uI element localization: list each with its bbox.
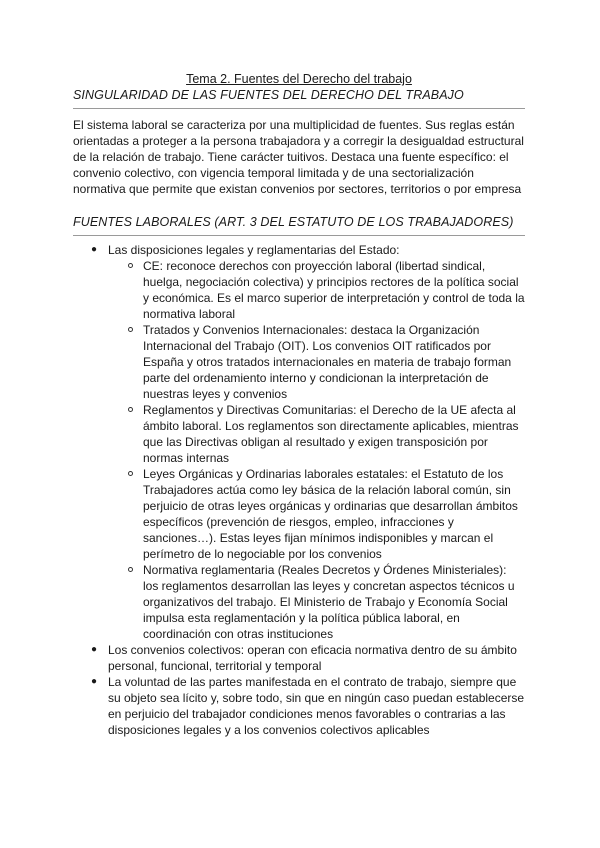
circle-bullet-icon xyxy=(128,263,133,268)
circle-bullet-icon xyxy=(128,471,133,476)
sub-list-item xyxy=(108,466,525,562)
document-page xyxy=(73,72,525,738)
section-divider xyxy=(73,235,525,236)
document-title: Tema 2. Fuentes del Derecho del trabajo xyxy=(186,72,412,86)
circle-bullet-icon xyxy=(128,327,133,332)
sub-list-item xyxy=(108,562,525,642)
intro-paragraph: El sistema laboral se caracteriza por una multiplicidad de fuentes. Sus reglas están orientadas a proteger a la persona trabajadora y a corregir la desigualdad estructural de la relación de trabajo. Tiene carácter tuitivos. Destaca una fuente específico: el convenio colectivo, con vigencia temporal limitada y de una sectorialización normativa que permite que existan convenios por sectores, territorios o por empresa xyxy=(73,118,524,196)
sub-list-item-text: Tratados y Convenios Internacionales: destaca la Organización Internacional del Trabajo (OIT). Los convenios OIT ratificados por España y otros tratados internacionales en materia de trabajo forman parte del ordenamiento interno y condicionan la interpretación de nuestras leyes y convenios xyxy=(143,323,512,401)
bullet-icon: ● xyxy=(91,244,98,255)
sub-list-item xyxy=(108,322,525,402)
sub-list-item-text: CE: reconoce derechos con proyección laboral (libertad sindical, huelga, negociación colectiva) y principios rectores de la política social y económica. Es el marco superior de interpretación y control de toda la normativa laboral xyxy=(143,259,525,321)
sub-list xyxy=(108,258,525,642)
list-item xyxy=(73,674,525,738)
section-heading-singularidad: SINGULARIDAD DE LAS FUENTES DEL DERECHO DEL TRABAJO xyxy=(73,88,464,102)
sub-list-item-text: Normativa reglamentaria (Reales Decretos y Órdenes Ministeriales): los reglamentos desarrollan las leyes y concretan aspectos técnicos u organizativos del trabajo. El Ministerio de Trabajo y Economía Social impulsa esta reglamentación y la política pública laboral, en coordinación con otras instituciones xyxy=(143,563,515,641)
sub-list-item-text: Reglamentos y Directivas Comunitarias: el Derecho de la UE afecta al ámbito laboral. Los reglamentos son directamente aplicables, mientras que las Directivas obligan al resultado y exigen transposición por normas internas xyxy=(143,403,519,465)
sources-list xyxy=(73,242,525,738)
list-item-text: La voluntad de las partes manifestada en el contrato de trabajo, siempre que su objeto sea lícito y, sobre todo, sin que en ningún caso puedan establecerse en perjuicio del trabajador condiciones menos favorables o contrarias a las disposiciones legales y a los convenios colectivos aplicables xyxy=(108,675,525,737)
sub-list-item xyxy=(108,258,525,322)
bullet-icon: ● xyxy=(91,644,98,655)
circle-bullet-icon xyxy=(128,407,133,412)
list-item-text: Los convenios colectivos: operan con eficacia normativa dentro de su ámbito personal, funcional, territorial y temporal xyxy=(108,643,517,673)
list-item-text: Las disposiciones legales y reglamentarias del Estado: xyxy=(108,243,400,257)
section-heading-fuentes-laborales: FUENTES LABORALES (ART. 3 DEL ESTATUTO DE LOS TRABAJADORES) xyxy=(73,215,514,229)
sub-list-item-text: Leyes Orgánicas y Ordinarias laborales estatales: el Estatuto de los Trabajadores actúa como ley básica de la relación laboral común, sin perjuicio de otras leyes orgánicas y ordinarias que desarrollan ámbitos específicos (prevención de riesgos, empleo, infracciones y sanciones…). Estas leyes fijan mínimos indisponibles y marcan el perímetro de lo negociable por los convenios xyxy=(143,467,518,561)
list-item xyxy=(73,642,525,674)
bullet-icon: ● xyxy=(91,676,98,687)
circle-bullet-icon xyxy=(128,567,133,572)
list-item xyxy=(73,242,525,642)
sub-list-item xyxy=(108,402,525,466)
section-divider xyxy=(73,108,525,109)
